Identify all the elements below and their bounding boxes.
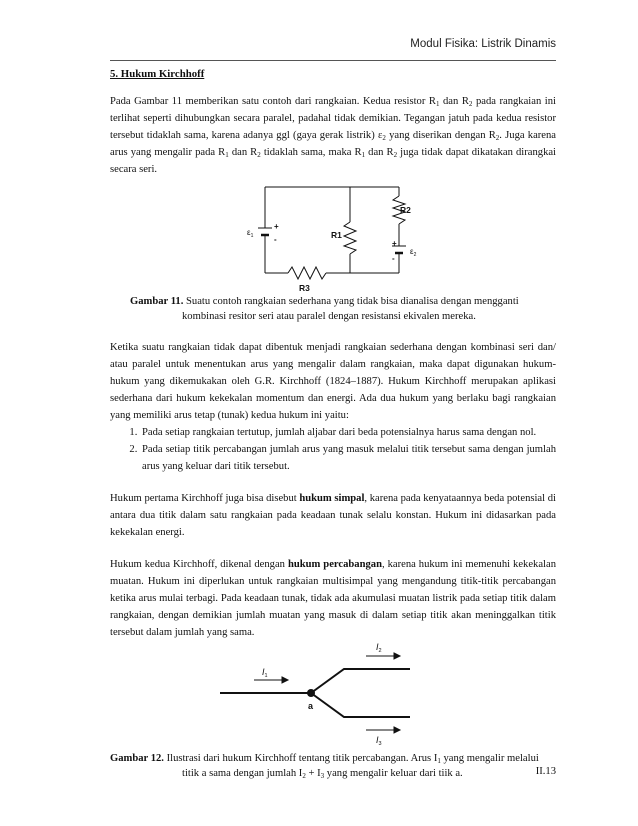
- section-title: 5. Hukum Kirchhoff: [110, 68, 205, 80]
- current-i1-label: $I_1$: [262, 667, 268, 679]
- arrow-i2-head: [394, 653, 400, 659]
- paragraph-second-law: Hukum kedua Kirchhoff, dikenal dengan hukum percabangan, karena hukum ini memenuhi kekekalan muatan. Hukum ini diperlukan untuk rangkaian multisimpal yang mengandung titik-titik percabangan ketika arus mulai terbagi. Pada keadaan tunak, tidak ada akumulasi muatan listrik pada setiap titik dalam rangkaian, dengan demikian jumlah muatan yang masuk di dalam setiap titik akan meninggalkan titik tersebut dalam jumlah yang sama.: [110, 559, 556, 638]
- arrow-i3-head: [394, 727, 400, 733]
- current-i3-label: $I_3$: [376, 735, 382, 747]
- paragraph-kirchhoff-intro: Ketika suatu rangkaian tidak dapat dibentuk menjadi rangkaian sederhana dengan kombinasi seri dan/ atau paralel untuk menentukan arus yang mengalir dalam rangkaian, maka dapat digunakan hukum-hukum yang dikemukakan oleh G.R. Kirchhoff (1824–1887). Hukum Kirchhoff merupakan aplikasi sederhana dari hukum kekekalan momentum dan energi. Ada dua hukum yang berlaku bagi rangkaian yang memiliki arus tetap (tunak) kedua hukum ini yaitu:: [110, 342, 556, 421]
- node-a-label: a: [308, 701, 314, 711]
- law-item-1: 1. Pada setiap rangkaian tertutup, jumlah aljabar dari beda potensialnya harus sama dengan nol.: [140, 424, 556, 441]
- junction-node: [307, 689, 315, 697]
- r2-label: R2: [400, 205, 411, 215]
- resistor-r1: [344, 222, 356, 254]
- laws-list: [110, 424, 556, 475]
- figure-12-caption: Gambar 12. Ilustrasi dari hukum Kirchhoff tentang titik percabangan. Arus $I_1$ yang mengalir melalui titik a sama dengan jumlah $I_2 + I_3$ yang mengalir keluar dari tiik a.: [110, 753, 539, 780]
- figure-11-caption-label: Gambar 11.: [130, 296, 184, 307]
- r3-label: R3: [299, 283, 310, 293]
- r1-label: R1: [331, 230, 342, 240]
- law-item-2: 2. Pada setiap titik percabangan jumlah arus yang masuk melalui titik tersebut sama dengan jumlah arus yang keluar dari titik tersebut.: [140, 441, 556, 475]
- emf-1-label: $\varepsilon_1$: [247, 228, 254, 239]
- battery-2-minus: -: [392, 254, 395, 263]
- figure-11: [110, 182, 556, 293]
- figure-12: [110, 642, 556, 747]
- resistor-r3: [288, 267, 326, 279]
- header-rule: [110, 60, 556, 61]
- battery-2-plus: +: [392, 239, 397, 248]
- battery-1-plus: +: [274, 222, 279, 231]
- emf-2-label: $\varepsilon_2$: [410, 247, 417, 258]
- wire-output-top: [311, 669, 410, 693]
- junction-diagram: [110, 642, 556, 747]
- current-i2-label: $I_2$: [376, 642, 382, 654]
- figure-11-caption: Gambar 11. Suatu contoh rangkaian sederhana yang tidak bisa dianalisa dengan mengganti kombinasi resitor seri atau paralel dengan resistansi ekivalen mereka.: [130, 296, 519, 322]
- arrow-i1-head: [282, 677, 288, 683]
- circuit-diagram: [110, 182, 556, 293]
- paragraph-intro: Pada Gambar 11 memberikan satu contoh dari rangkaian. Kedua resistor $R_1$ dan $R_2$ pada rangkaian ini terlihat seperti dihubungkan secara paralel, padahal tidak demikian. Tegangan jatuh pada kedua resistor tersebut tidaklah sama, karena adanya ggl (gaya gerak listrik) $\varepsilon_2$ yang diserikan dengan $R_2$. Juga karena arus yang mengalir pada $R_1$ dan $R_2$ tidaklah sama, maka $R_1$ dan $R_2$ juga tidak dapat dikatakan dirangkai secara seri.: [110, 96, 557, 175]
- paragraph-first-law: Hukum pertama Kirchhoff juga bisa disebut hukum simpal, karena pada kenyataannya beda potensial di antara dua titik dalam satu rangkaian pada keadaan tunak selalu konstan. Hukum ini didasarkan pada kekekalan energi.: [110, 493, 556, 538]
- running-header: Modul Fisika: Listrik Dinamis: [410, 38, 556, 50]
- page-content: [110, 66, 556, 781]
- page-number: II.13: [535, 766, 556, 777]
- figure-12-caption-label: Gambar 12.: [110, 753, 164, 764]
- wire-output-bottom: [311, 693, 410, 717]
- battery-1-minus: -: [274, 235, 277, 244]
